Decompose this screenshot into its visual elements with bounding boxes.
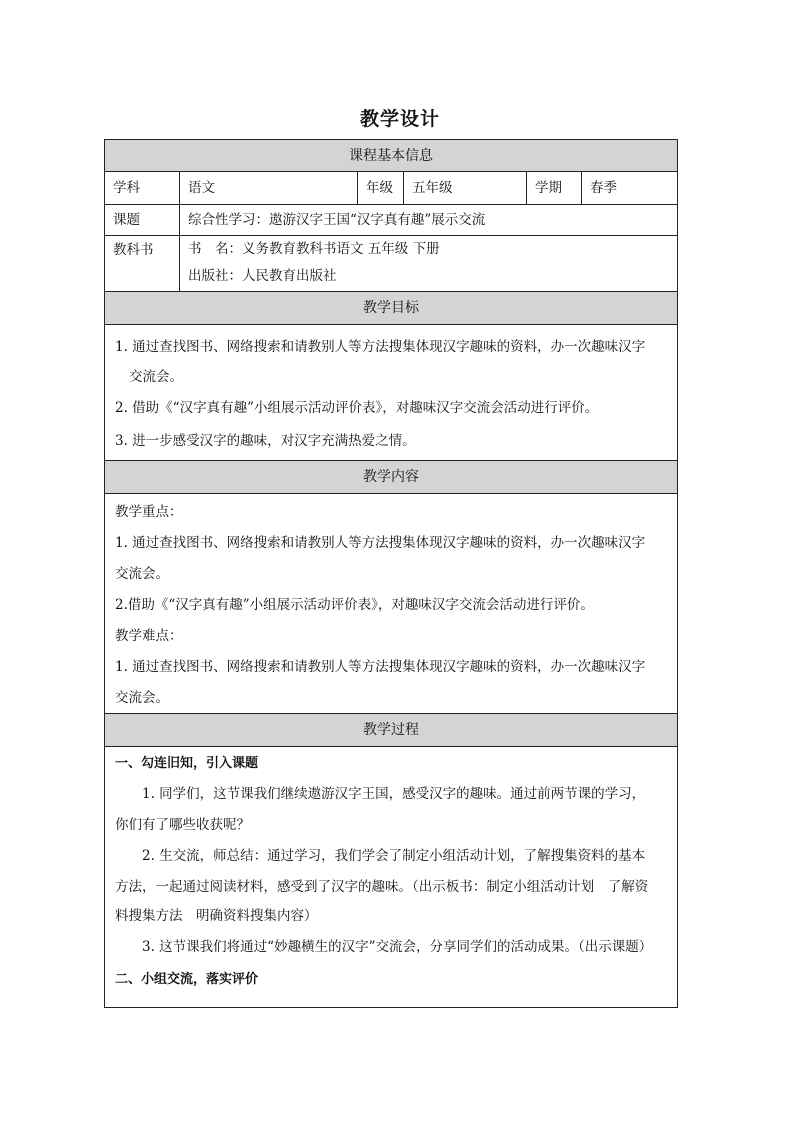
objective-item: 1. 通过查找图书、网络搜索和请教别人等方法搜集体现汉字趣味的资料，办一次趣味汉字: [115, 339, 646, 355]
term-value: 春季: [590, 180, 617, 196]
process-line: 1. 同学们，这节课我们继续遨游汉字王国，感受汉字的趣味。通过前两节课的学习，: [142, 786, 646, 802]
process-header: 教学过程: [105, 714, 677, 747]
document-title: 教学设计: [359, 108, 440, 130]
textbook-name-line: 书 名：义务教育教科书语文 五年级 下册: [188, 241, 440, 257]
textbook-row: [105, 236, 677, 292]
lesson-plan-table: [104, 139, 678, 1008]
process-section-title: 二、小组交流，落实评价: [115, 972, 259, 987]
key-points-label: 教学重点：: [115, 504, 183, 520]
process-line: 2. 生交流，师总结：通过学习，我们学会了制定小组活动计划，了解搜集资料的基本: [142, 848, 646, 864]
process-line: 你们有了哪些收获呢？: [115, 817, 250, 833]
objective-item: 3. 进一步感受汉字的趣味，对汉字充满热爱之情。: [115, 433, 416, 449]
objective-item: 2. 借助《“汉字真有趣”小组展示活动评价表》，对趣味汉字交流会活动进行评价。: [115, 400, 599, 416]
textbook-value: [180, 236, 677, 291]
term-label: 学期: [527, 172, 582, 204]
subject-value: 语文: [180, 172, 358, 204]
subject-row: [105, 172, 677, 205]
process-line: 料搜集方法 明确资料搜集内容）: [115, 908, 318, 924]
topic-label: 课题: [105, 205, 180, 235]
key-point-item: 2.借助《“汉字真有趣”小组展示活动评价表》，对趣味汉字交流会活动进行评价。: [115, 597, 594, 613]
grade-value: 五年级: [404, 172, 527, 204]
difficulty-label: 教学难点：: [115, 628, 183, 644]
basic-info-header: 课程基本信息: [105, 140, 677, 172]
textbook-publisher-line: 出版社：人民教育出版社: [188, 268, 337, 284]
textbook-label: 教科书: [105, 236, 180, 291]
difficulty-item: 交流会。: [115, 690, 169, 706]
grade-label: 年级: [358, 172, 404, 204]
process-line: 方法，一起通过阅读材料，感受到了汉字的趣味。（出示板书：制定小组活动计划 了解资: [115, 879, 649, 895]
process-block: [105, 747, 677, 1007]
difficulty-item: 1. 通过查找图书、网络搜索和请教别人等方法搜集体现汉字趣味的资料，办一次趣味汉字: [115, 659, 646, 675]
key-point-item: 交流会。: [115, 566, 169, 582]
topic-value: 综合性学习：遨游汉字王国“汉字真有趣”展示交流: [188, 212, 486, 228]
process-section-title: 一、勾连旧知，引入课题: [115, 756, 259, 771]
topic-row: [105, 205, 677, 236]
subject-label: 学科: [105, 172, 180, 204]
objectives-block: [105, 325, 677, 461]
objectives-header: 教学目标: [105, 292, 677, 325]
objective-item: 交流会。: [129, 369, 183, 385]
key-point-item: 1. 通过查找图书、网络搜索和请教别人等方法搜集体现汉字趣味的资料，办一次趣味汉字: [115, 535, 646, 551]
process-line: 3. 这节课我们将通过“妙趣横生的汉字”交流会，分享同学们的活动成果。（出示课题）: [142, 939, 653, 955]
content-header: 教学内容: [105, 461, 677, 494]
content-block: [105, 494, 677, 714]
